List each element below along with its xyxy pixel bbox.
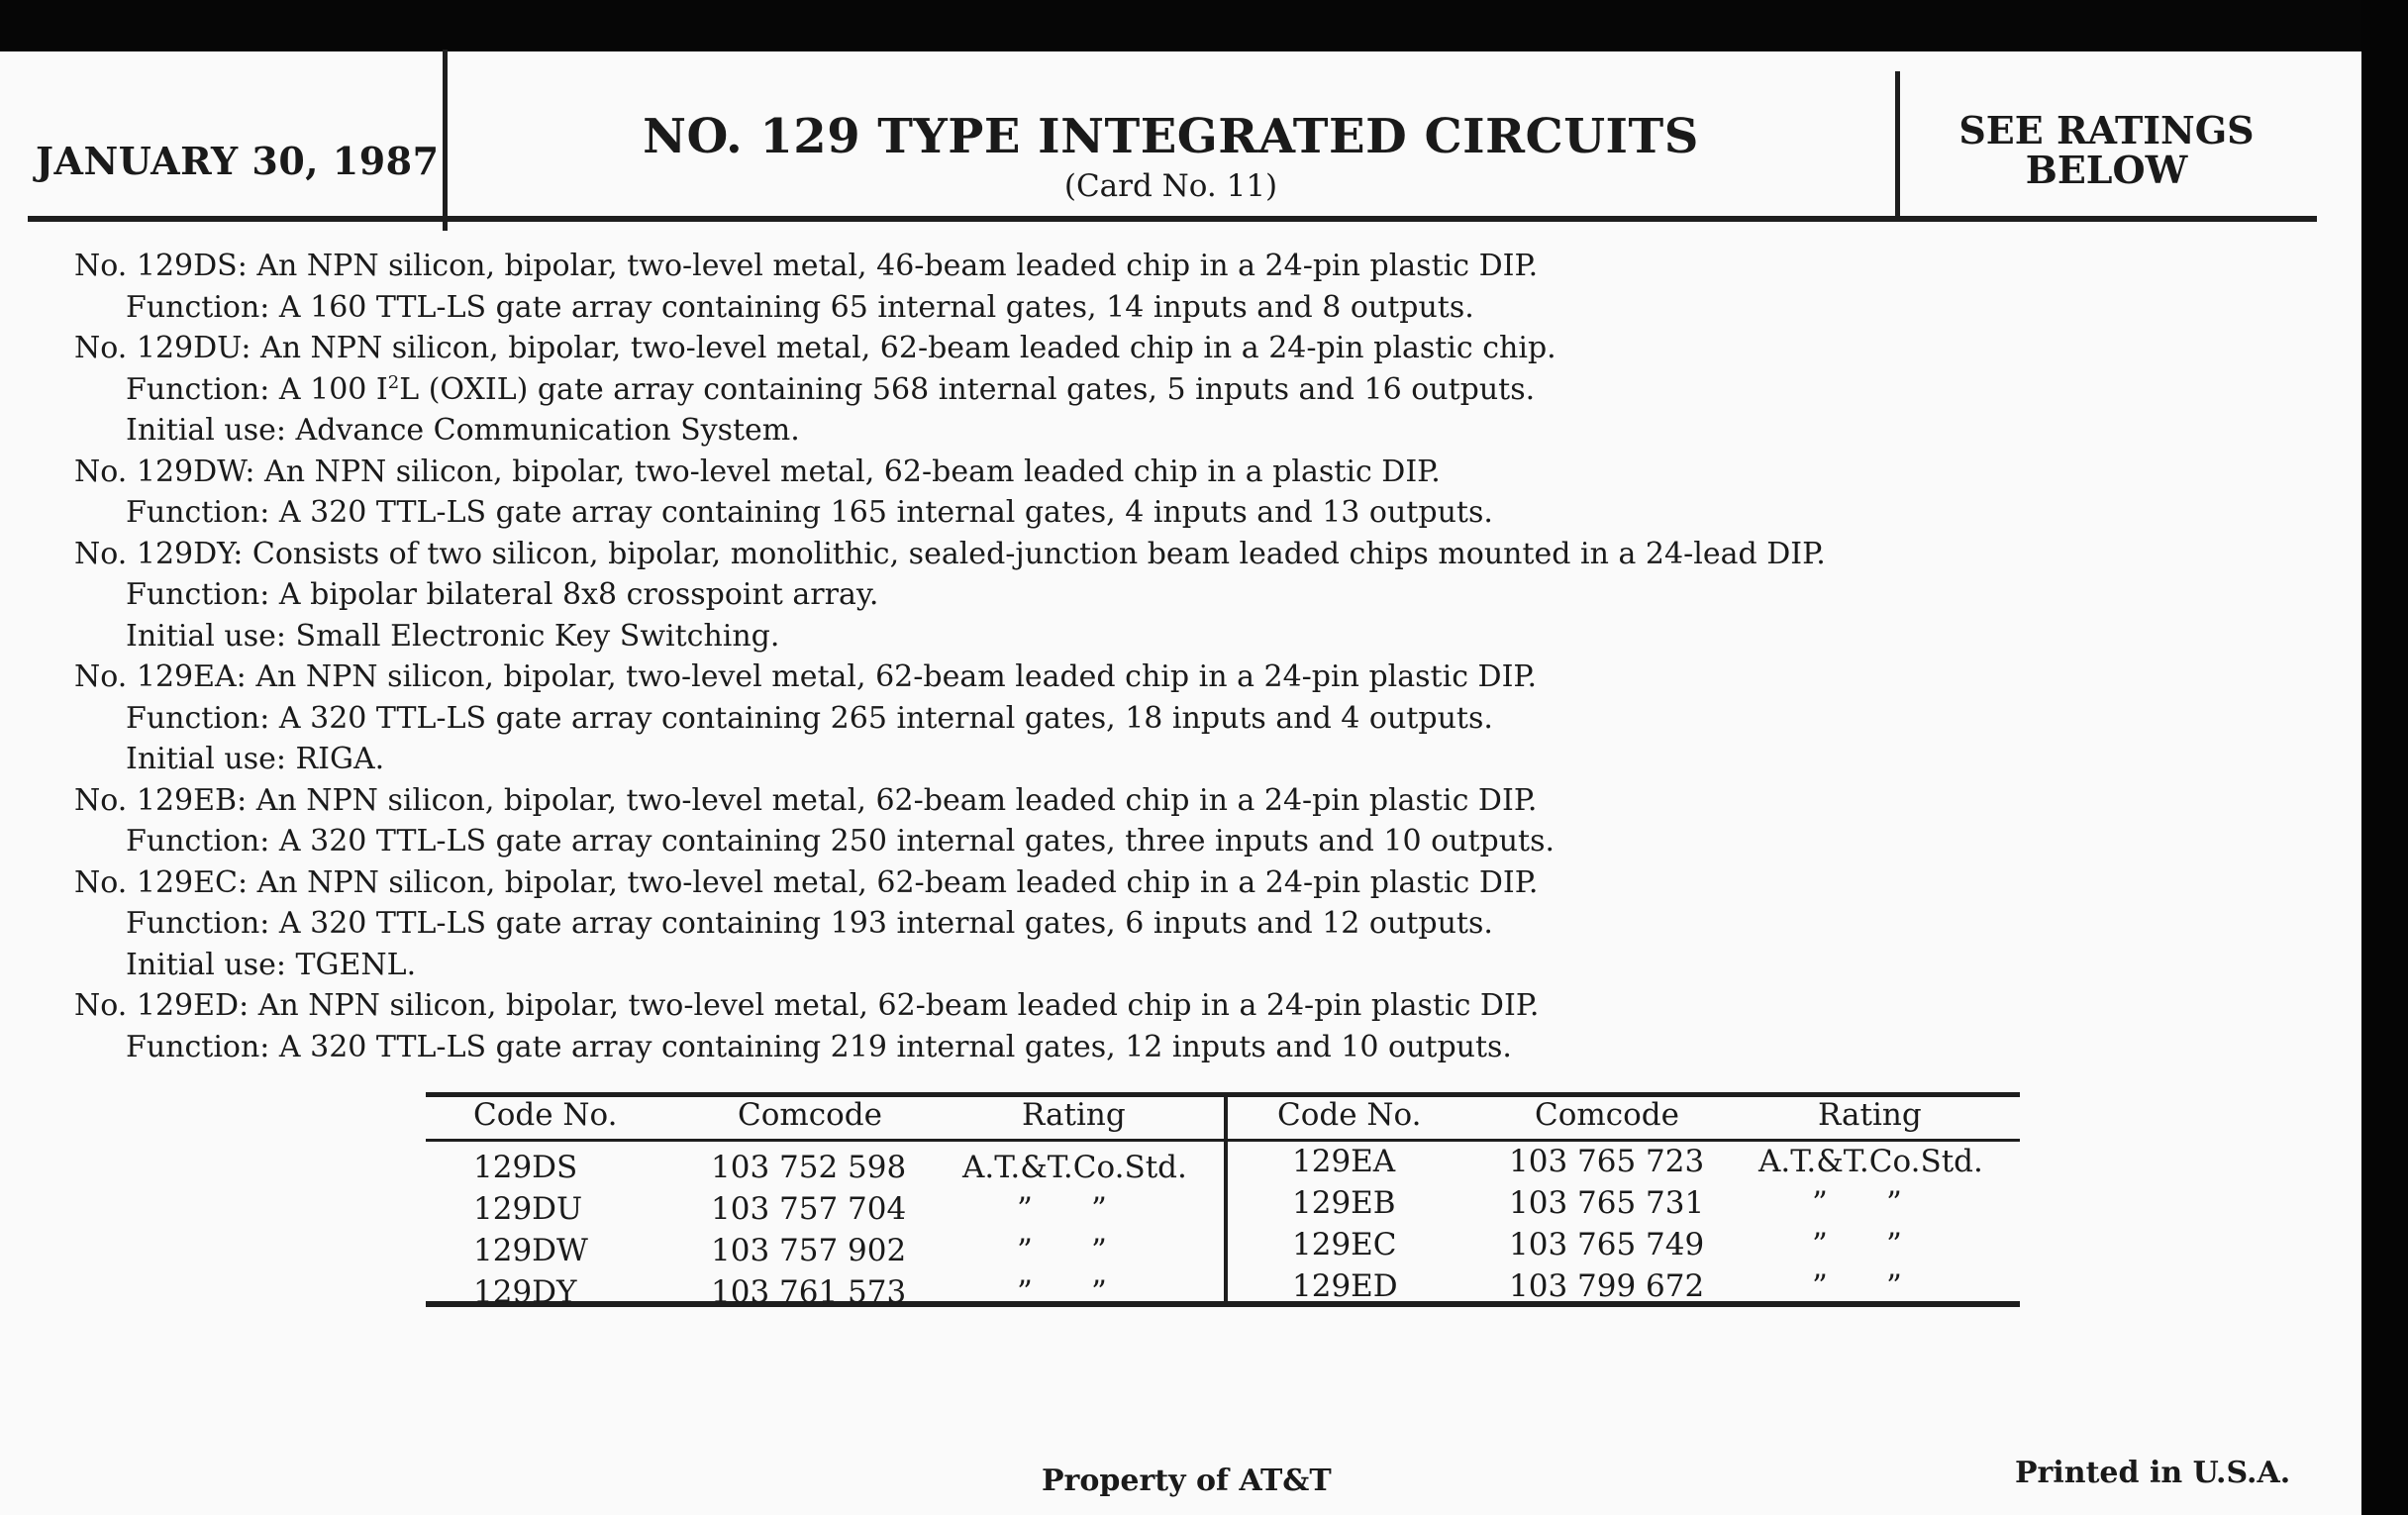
ratings-note-line-2: BELOW — [2025, 148, 2188, 192]
table-cell-code: 129EA — [1292, 1144, 1396, 1179]
header-comcode-left: Comcode — [738, 1097, 882, 1133]
entry-129ds-function: Function: A 160 TTL-LS gate array containing 65 internal gates, 14 inputs and 8 outputs. — [126, 289, 1474, 325]
table-cell-comcode: 103 799 672 — [1509, 1268, 1705, 1304]
entry-129ed-function: Function: A 320 TTL-LS gate array containing 219 internal gates, 12 inputs and 10 outputs. — [126, 1029, 1512, 1064]
header-rule — [28, 216, 2317, 222]
card-date: JANUARY 30, 1987 — [36, 139, 440, 183]
table-cell-rating: A.T.&T.Co.Std. — [962, 1150, 1187, 1185]
table-cell-comcode: 103 757 902 — [711, 1233, 907, 1268]
entry-129ea-initial-use: Initial use: RIGA. — [126, 742, 385, 776]
table-header-rule — [426, 1139, 2020, 1142]
table-cell-rating: ” ” — [1812, 1268, 1902, 1304]
ratings-note — [1906, 108, 2307, 192]
table-cell-code: 129EB — [1292, 1185, 1396, 1221]
function-text-pre: Function: A 100 I — [126, 371, 388, 407]
entry-129eb-desc: No. 129EB: An NPN silicon, bipolar, two-level metal, 62-beam leaded chip in a 24-pin plastic DIP. — [74, 782, 1538, 818]
header-comcode-right: Comcode — [1535, 1097, 1679, 1133]
entry-129dw-function: Function: A 320 TTL-LS gate array containing 165 internal gates, 4 inputs and 13 outputs. — [126, 495, 1493, 530]
superscript: 2 — [387, 371, 400, 393]
entry-129ea-function: Function: A 320 TTL-LS gate array containing 265 internal gates, 18 inputs and 4 outputs. — [126, 700, 1493, 736]
entry-129ed-desc: No. 129ED: An NPN silicon, bipolar, two-level metal, 62-beam leaded chip in a 24-pin plastic DIP. — [74, 988, 1540, 1023]
entry-129du-initial-use: Initial use: Advance Communication System. — [126, 413, 800, 448]
entry-129dy-initial-use: Initial use: Small Electronic Key Switching. — [126, 618, 780, 654]
table-cell-code: 129DU — [473, 1191, 583, 1227]
table-cell-rating: ” ” — [1017, 1274, 1107, 1310]
entry-129ec-initial-use: Initial use: TGENL. — [126, 947, 417, 982]
table-cell-comcode: 103 765 749 — [1509, 1227, 1705, 1262]
table-top-rule — [426, 1092, 2020, 1097]
table-cell-rating: ” ” — [1812, 1227, 1902, 1262]
table-cell-code: 129ED — [1292, 1268, 1398, 1304]
entry-129dy-desc: No. 129DY: Consists of two silicon, bipolar, monolithic, sealed-junction beam leaded chips mounted in a 24-lead DIP. — [74, 536, 1826, 571]
table-cell-comcode: 103 761 573 — [711, 1274, 907, 1310]
entry-129ds-desc: No. 129DS: An NPN silicon, bipolar, two-level metal, 46-beam leaded chip in a 24-pin plastic DIP. — [74, 249, 1539, 283]
table-cell-comcode: 103 752 598 — [711, 1150, 907, 1185]
header-rating-left: Rating — [1022, 1097, 1126, 1133]
table-cell-rating: ” ” — [1017, 1233, 1107, 1268]
footer-printed: Printed in U.S.A. — [2015, 1456, 2291, 1490]
table-cell-code: 129DS — [473, 1150, 578, 1185]
table-cell-comcode: 103 765 723 — [1509, 1144, 1705, 1179]
table-cell-comcode: 103 765 731 — [1509, 1185, 1705, 1221]
footer-property: Property of AT&T — [1042, 1464, 1332, 1498]
function-text-post: L (OXIL) gate array containing 568 internal gates, 5 inputs and 16 outputs. — [399, 371, 1536, 407]
ratings-table — [426, 1092, 2020, 1312]
entry-129dw-desc: No. 129DW: An NPN silicon, bipolar, two-level metal, 62-beam leaded chip in a plastic DIP. — [74, 454, 1441, 489]
scan-top-border — [0, 0, 2408, 51]
table-bottom-rule — [426, 1301, 2020, 1307]
scan-right-border — [2361, 0, 2408, 1515]
table-cell-code: 129DY — [473, 1274, 577, 1310]
header-rating-right: Rating — [1818, 1097, 1922, 1133]
header-code-no-left: Code No. — [473, 1097, 618, 1133]
header-divider-right — [1895, 71, 1900, 222]
entry-129ea-desc: No. 129EA: An NPN silicon, bipolar, two-level metal, 62-beam leaded chip in a 24-pin plastic DIP. — [74, 659, 1538, 694]
ratings-note-line-1: SEE RATINGS — [1958, 108, 2255, 152]
card-title: NO. 129 TYPE INTEGRATED CIRCUITS — [643, 109, 1699, 164]
table-cell-code: 129DW — [473, 1233, 588, 1268]
entry-129du-desc: No. 129DU: An NPN silicon, bipolar, two-level metal, 62-beam leaded chip in a 24-pin plastic chip. — [74, 331, 1556, 365]
card-subtitle: (Card No. 11) — [1063, 168, 1278, 204]
entry-129ec-function: Function: A 320 TTL-LS gate array containing 193 internal gates, 6 inputs and 12 outputs. — [126, 906, 1493, 941]
table-cell-code: 129EC — [1292, 1227, 1397, 1262]
entry-129du-function — [74, 369, 1807, 411]
table-cell-rating: ” ” — [1812, 1185, 1902, 1221]
entry-129eb-function: Function: A 320 TTL-LS gate array containing 250 internal gates, three inputs and 10 outputs. — [126, 824, 1555, 858]
header-divider-left — [443, 50, 448, 231]
entry-129ec-desc: No. 129EC: An NPN silicon, bipolar, two-level metal, 62-beam leaded chip in a 24-pin plastic DIP. — [74, 864, 1539, 900]
table-cell-rating: ” ” — [1017, 1191, 1107, 1227]
header-code-no-right: Code No. — [1277, 1097, 1422, 1133]
circuit-descriptions — [74, 246, 1826, 1067]
table-cell-rating: A.T.&T.Co.Std. — [1758, 1144, 1983, 1179]
entry-129dy-function: Function: A bipolar bilateral 8x8 crosspoint array. — [126, 577, 879, 612]
table-cell-comcode: 103 757 704 — [711, 1191, 907, 1227]
table-center-divider — [1224, 1092, 1228, 1305]
